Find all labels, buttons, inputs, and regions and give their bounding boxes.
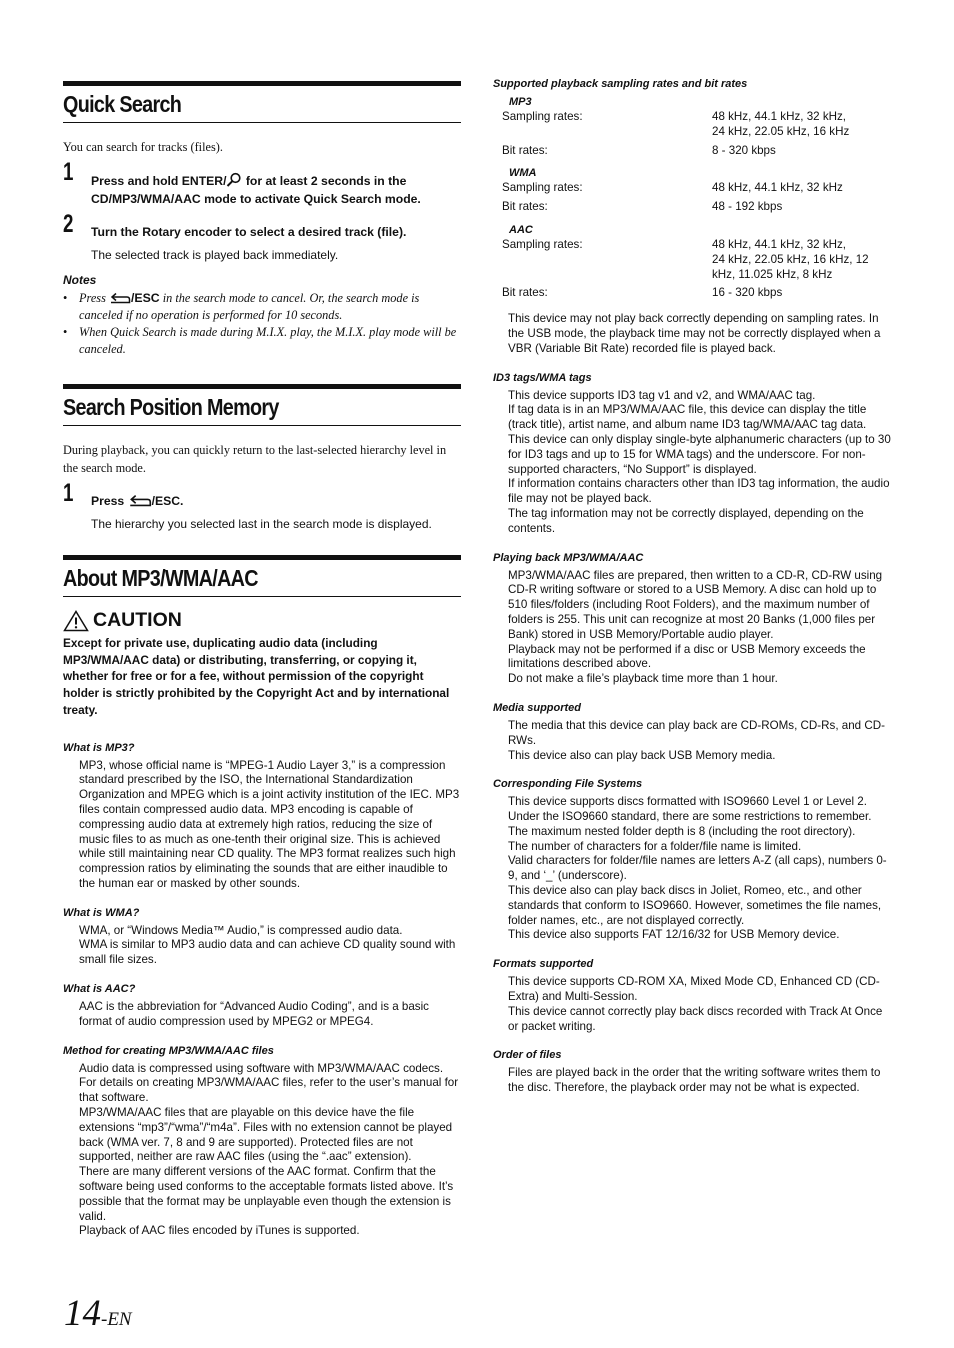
bit-label: Bit rates:	[502, 143, 548, 157]
wma-sampling-row	[493, 181, 893, 196]
step-number: 1	[63, 158, 74, 186]
bit-value: 16 - 320 kbps	[712, 286, 783, 300]
sampling-label: Sampling rates:	[502, 181, 583, 195]
aac-bit-row	[493, 286, 893, 301]
id3-text-5: The tag information may not be correctly displayed, depending on the contents.	[508, 506, 864, 535]
sampling-value: 24 kHz, 22.05 kHz, 16 kHz	[712, 124, 850, 138]
caution-text: Except for private use, duplicating audio data (including MP3/WMA/AAC data) or distributing, transferring, or copying it, whether for free or for a fee, without permission of the copyright holder is strictly prohibited by the Copyright Act and by international treaty.	[63, 636, 450, 717]
quick-search-step-2	[63, 210, 461, 264]
sampling-value: 48 kHz, 44.1 kHz, 32 kHz,	[712, 110, 847, 123]
aac-label: AAC	[509, 223, 533, 236]
aac-sampling-row	[493, 238, 893, 282]
page-number-suffix: -EN	[101, 1309, 132, 1330]
mp3-sampling-row	[493, 110, 893, 140]
method-text-4: Playback of AAC files encoded by iTunes is supported.	[79, 1224, 360, 1238]
warning-triangle-icon	[63, 610, 89, 632]
id3-text-1: This device supports ID3 tag v1 and v2, and WMA/AAC tag.	[508, 388, 816, 402]
playing-text-3: Do not make a file’s playback time more than 1 hour.	[508, 672, 778, 686]
order-heading: Order of files	[493, 1049, 562, 1062]
note-item: • When Quick Search is made during M.I.X. play, the M.I.X. play mode will be canceled.	[63, 324, 461, 358]
id3-heading: ID3 tags/WMA tags	[493, 371, 592, 384]
filesys-text-6: This device also can play back discs in Joliet, Romeo, etc., and other standards that conform to ISO9660. However, sometimes the file names, folder names, etc., are not displayed correctly.	[508, 884, 882, 927]
what-is-wma-heading: What is WMA?	[63, 906, 140, 919]
media-text-2: This device also can play back USB Memory media.	[508, 748, 776, 762]
what-is-aac-text: AAC is the abbreviation for “Advanced Audio Coding”, and is a basic format of audio compression used by MPEG2 or MPEG4.	[79, 1000, 429, 1028]
playing-heading: Playing back MP3/WMA/AAC	[493, 551, 644, 564]
sampling-value: 48 kHz, 44.1 kHz, 32 kHz,	[712, 237, 847, 251]
quick-search-title: Quick Search	[63, 91, 182, 117]
wma-bit-row	[493, 200, 893, 215]
filesys-text-4: The number of characters for a folder/file name is limited.	[508, 839, 802, 853]
notes-heading: Notes	[63, 273, 97, 287]
back-arrow-icon	[109, 292, 131, 304]
bit-value: 8 - 320 kbps	[712, 143, 776, 157]
note-text: in the search mode to cancel. Or, the search mode is canceled if no operation is performed for 10 seconds.	[79, 291, 420, 322]
back-arrow-icon	[128, 494, 152, 507]
method-heading: Method for creating MP3/WMA/AAC files	[63, 1044, 274, 1057]
bit-label: Bit rates:	[502, 286, 548, 300]
id3-text-2: If tag data is in an MP3/WMA/AAC file, this device can display the title (track title), artist name, and album name ID3 tag/WMA/AAC tag data.	[508, 403, 867, 432]
rates-note: This device may not play back correctly depending on sampling rates. In the USB mode, the playback time may not be correctly displayed when a VBR (Variable Bit Rate) recorded file is played back.	[508, 312, 881, 355]
sampling-value: kHz, 11.025 kHz, 8 kHz	[712, 267, 833, 281]
what-is-mp3-text: MP3, whose official name is “MPEG-1 Audio Layer 3,” is a compression standard prescribed by the ISO, the International Standardization Organization and MPEG which is a joint activity institution of the IEC. MP3 files contain compressed audio data. MP3 encoding is capable of compressing audio data at extremely high ratios, reducing the size of music files to as much as one-tenth their original size. This is achieved while still maintaining near CD quality. The MP3 format realizes such high compression ratios by eliminating the sounds that are either inaudible to the human ear or masked by other sounds.	[79, 758, 460, 890]
bit-label: Bit rates:	[502, 200, 548, 214]
quick-search-step-1	[63, 158, 461, 208]
enter-key-label: ENTER	[181, 174, 224, 188]
note-text: Press	[79, 291, 109, 305]
right-column	[493, 0, 893, 1096]
step-number: 2	[63, 210, 74, 238]
filesys-text-7: This device also supports FAT 12/16/32 for USB Memory device.	[508, 928, 840, 942]
media-text-1: The media that this device can play back are CD-ROMs, CD-Rs, and CD-RWs.	[508, 718, 885, 747]
step-number: 1	[63, 479, 74, 507]
playing-text-1: MP3/WMA/AAC files are prepared, then written to a CD-R, CD-RW using CD-R writing software or stored to a USB Memory. A disc can hold up to 510 files/folders (including Root Folders), and the maximum number of folders is 255. This unit can recognize at most 20 Banks (1,000 files per Bank) stored in USB Memory/Portable audio player.	[508, 568, 883, 641]
sampling-value: 48 kHz, 44.1 kHz, 32 kHz	[712, 181, 843, 195]
what-is-mp3-heading: What is MP3?	[63, 741, 135, 754]
what-is-wma-text-1: WMA, or “Windows Media™ Audio,” is compressed audio data.	[79, 923, 403, 937]
search-position-memory-step-1	[63, 479, 461, 533]
mp3-label: MP3	[509, 96, 532, 108]
step-text: to select a desired track (file).	[231, 225, 407, 239]
bit-value: 48 - 192 kbps	[712, 200, 783, 214]
sampling-label: Sampling rates:	[502, 110, 583, 123]
page-number-value: 14	[64, 1293, 101, 1334]
page-number	[64, 1292, 132, 1335]
filesys-heading: Corresponding File Systems	[493, 778, 643, 791]
step-text: Press	[91, 494, 128, 508]
search-position-memory-header	[63, 384, 461, 426]
step-text: Press and hold	[91, 174, 182, 188]
filesys-text-3: The maximum nested folder depth is 8 (including the root directory).	[508, 824, 856, 838]
formats-text-1: This device supports CD-ROM XA, Mixed Mode CD, Enhanced CD (CD-Extra) and Multi-Session.	[508, 975, 880, 1004]
esc-key-label: /ESC.	[151, 494, 184, 508]
rates-heading: Supported playback sampling rates and bit rates	[493, 78, 748, 90]
what-is-aac-heading: What is AAC?	[63, 983, 136, 996]
quick-search-intro: You can search for tracks (files).	[63, 140, 223, 154]
slash: /	[223, 174, 227, 188]
filesys-text-1: This device supports discs formatted with ISO9660 Level 1 or Level 2.	[508, 795, 867, 809]
wma-label: WMA	[509, 167, 537, 180]
method-text-1: Audio data is compressed using software with MP3/WMA/AAC codecs. For details on creating MP3/WMA/AAC files, refer to the user’s manual for that software.	[79, 1061, 459, 1105]
media-heading: Media supported	[493, 701, 582, 714]
step-text: for at least 2 seconds in the CD/MP3/WMA/AAC mode to activate Quick Search mode.	[91, 174, 421, 206]
method-text-2: MP3/WMA/AAC files that are playable on this device have the file extensions “mp3”/“wma”/“m4a”. Files with no extension cannot be played back (WMA ver. 7, 8 and 9 are supported). Protected files are not supported, neither are raw AAC files (using the “.aac” extension).	[79, 1106, 453, 1164]
filesys-text-5: Valid characters for folder/file names are letters A-Z (all caps), numbers 0-9, and ‘_’ (underscore).	[508, 854, 887, 883]
what-is-wma-text-2: WMA is similar to MP3 audio data and can achieve CD quality sound with small file sizes.	[79, 938, 456, 967]
search-position-memory-title: Search Position Memory	[63, 394, 279, 420]
formats-text-2: This device cannot correctly play back discs recorded with Track At Once or packet writing.	[508, 1004, 883, 1033]
step-result: The hierarchy you selected last in the search mode is displayed.	[91, 516, 432, 531]
order-text: Files are played back in the order that the writing software writes them to the disc. Therefore, the playback order may not be what is expected.	[508, 1066, 881, 1095]
step-result: The selected track is played back immediately.	[91, 247, 339, 262]
method-text-3: There are many different versions of the AAC format. Confirm that the software being used conforms to the acceptable formats listed above. It’s possible that the format may be unplayable even though the extension is valid.	[79, 1165, 454, 1223]
about-title: About MP3/WMA/AAC	[63, 565, 258, 591]
mp3-bit-row	[493, 144, 893, 159]
sampling-label: Sampling rates:	[502, 237, 583, 251]
quick-search-notes	[63, 273, 461, 358]
playing-text-2: Playback may not be performed if a disc or USB Memory exceeds the limitations described above.	[508, 642, 866, 671]
quick-search-header	[63, 81, 461, 123]
esc-key-label: /ESC	[130, 291, 160, 305]
filesys-text-2: Under the ISO9660 standard, there are some restrictions to remember.	[508, 810, 872, 824]
rotary-encoder-label: Rotary encoder	[142, 225, 232, 239]
id3-text-4: If information contains characters other than ID3 tag information, the audio file may not be played back.	[508, 477, 890, 506]
caution-title: CAUTION	[93, 609, 182, 631]
caution-heading	[63, 609, 461, 632]
left-column	[63, 0, 461, 1239]
sampling-value: 24 kHz, 22.05 kHz, 16 kHz, 12	[712, 252, 869, 266]
step-text: Turn the	[91, 225, 143, 239]
search-icon	[226, 172, 242, 187]
formats-heading: Formats supported	[493, 958, 594, 971]
about-header	[63, 555, 461, 597]
id3-text-3: This device can only display single-byte alphanumeric characters (up to 30 for ID3 tags and up to 15 for WMA tags) and the underscore. For non-supported characters, “No Support” is displayed.	[508, 432, 891, 476]
search-position-memory-intro: During playback, you can quickly return to the last-selected hierarchy level in the search mode.	[63, 443, 447, 475]
note-item	[63, 290, 461, 324]
